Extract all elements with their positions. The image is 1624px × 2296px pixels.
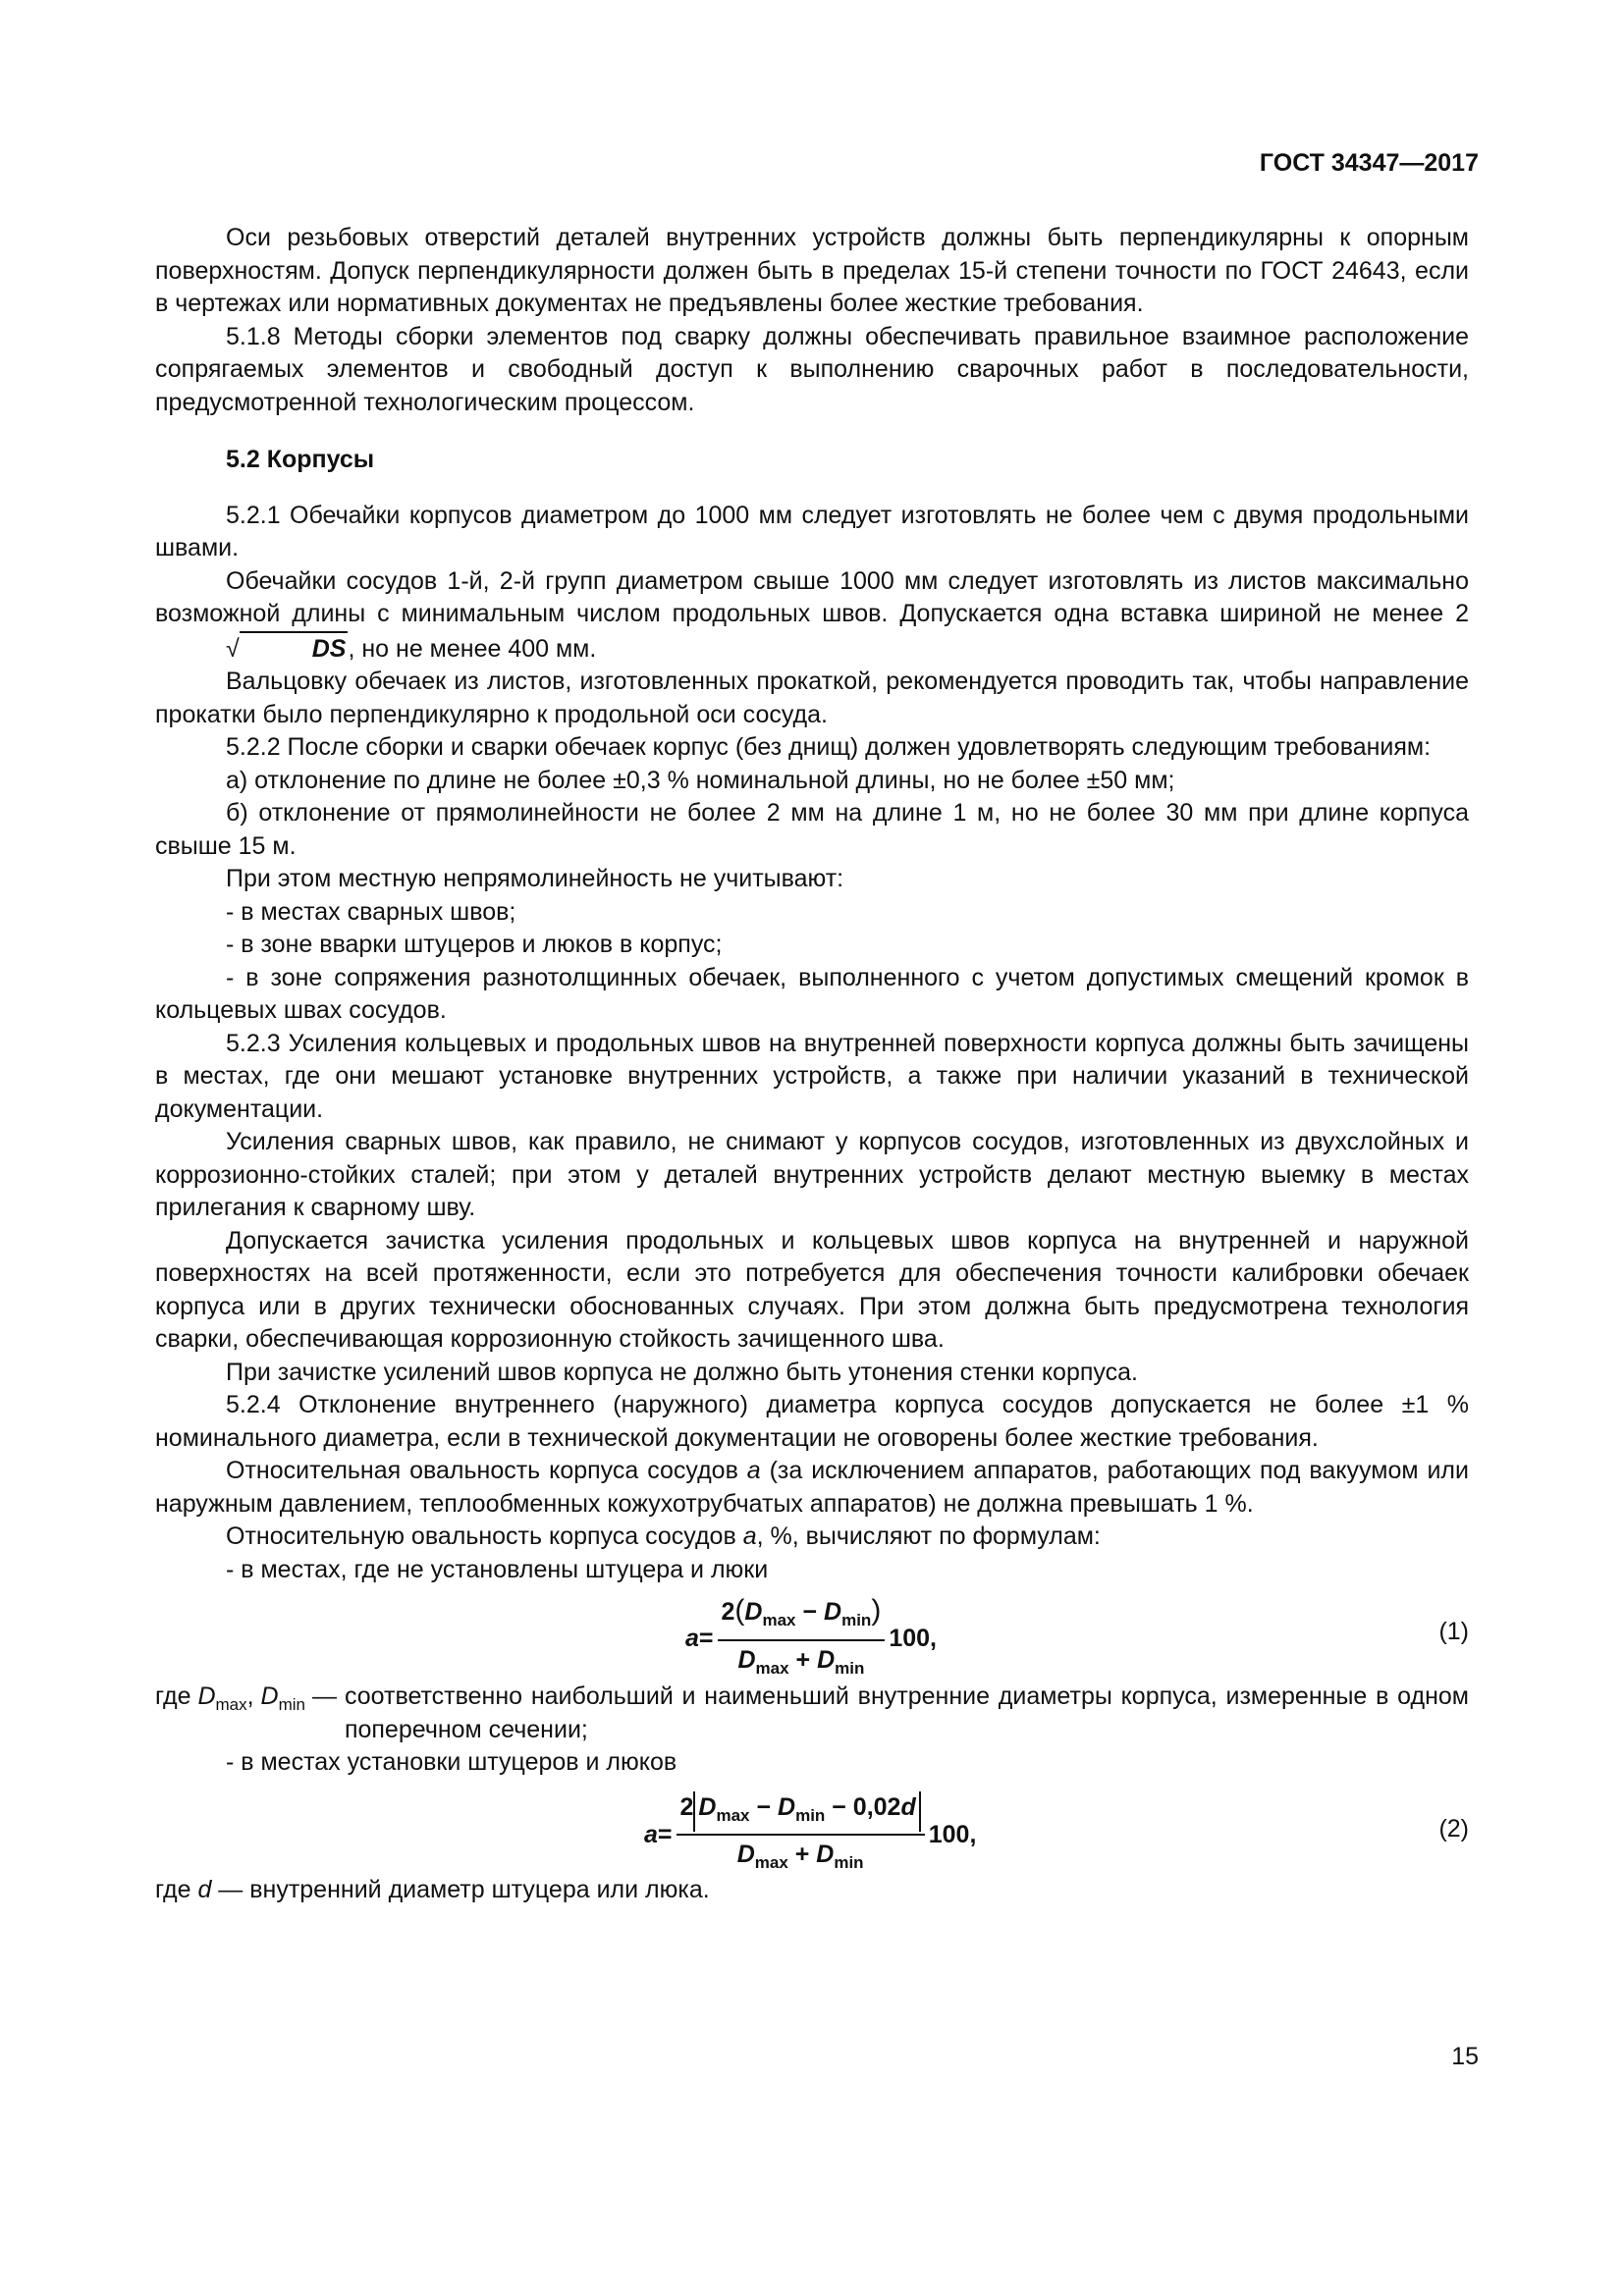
coefficient: 2 bbox=[721, 1598, 735, 1626]
paragraph: При зачистке усилений швов корпуса не должно быть утонения стенки корпуса. bbox=[226, 1358, 1138, 1386]
coefficient: 2 bbox=[679, 1792, 694, 1821]
sub-max: max bbox=[755, 1658, 789, 1678]
sub-min: min bbox=[834, 1853, 864, 1872]
radical-sign: √ bbox=[226, 634, 240, 663]
numerator bbox=[718, 1594, 886, 1641]
formula-lhs: a bbox=[685, 1625, 699, 1653]
formula-1 bbox=[155, 1586, 1469, 1681]
formula-2-expression bbox=[644, 1791, 976, 1880]
paragraph-5-2-4: 5.2.4 Отклонение внутреннего (наружного) диаметра корпуса сосудов допускается не более ±1 % номинального диаметра, если в технической документации не оговорены более жесткие требования. bbox=[155, 1391, 1469, 1452]
text: Обечайки сосудов 1-й, 2-й групп диаметром свыше 1000 мм следует изготовлять из листов максимально возможной длины с минимальным числом продольных швов. Допускается одна вставка шириной не менее 2 bbox=[155, 566, 1469, 627]
paragraph bbox=[155, 1455, 1469, 1521]
paragraph-5-2-3: 5.2.3 Усиления кольцевых и продольных швов на внутренней поверхности корпуса должны быть зачищены в местах, где они мешают установке внутренних устройств, а также при наличии указаний в технической документации. bbox=[155, 1029, 1469, 1123]
page-number: 15 bbox=[1451, 2043, 1479, 2070]
text: (за исключением аппаратов, работающих под вакуумом или наружным давлением, теплообменных кожухотрубчатых аппаратов) не должна превышать 1 %. bbox=[155, 1457, 1469, 1518]
text: Относительная овальность корпуса сосудов bbox=[226, 1457, 747, 1484]
list-item-a: а) отклонение по длине не более ±0,3 % номинальной длины, но не более ±50 мм; bbox=[226, 766, 1175, 794]
numerator bbox=[677, 1791, 925, 1837]
sub-max: max bbox=[716, 1805, 750, 1825]
var-d: D bbox=[824, 1598, 842, 1626]
variable-a: a bbox=[746, 1457, 761, 1484]
var-d: D bbox=[737, 1645, 756, 1674]
absolute-value bbox=[693, 1791, 920, 1833]
plus: + bbox=[787, 1841, 817, 1868]
var-d: D bbox=[816, 1841, 835, 1868]
dash-item: - в зоне вварки штуцеров и люков в корпус; bbox=[226, 931, 723, 958]
text: — bbox=[305, 1682, 337, 1710]
var-d: D bbox=[260, 1682, 279, 1710]
paragraph: Вальцовку обечаек из листов, изготовленных прокаткой, рекомендуется проводить так, чтобы направление прокатки было перпендикулярно к продольной оси сосуда. bbox=[155, 667, 1469, 728]
document-id-header: ГОСТ 34347—2017 bbox=[1259, 149, 1479, 177]
text: где bbox=[155, 1875, 198, 1903]
formula-lhs: a bbox=[644, 1820, 658, 1848]
text: , %, вычисляют по формулам: bbox=[756, 1522, 1101, 1550]
text: , но не менее 400 мм. bbox=[348, 634, 597, 663]
minus: − bbox=[749, 1792, 779, 1821]
paragraph-5-2-2: 5.2.2 После сборки и сварки обечаек корпус (без днищ) должен удовлетворять следующим требованиям: bbox=[226, 733, 1432, 761]
radicand: DS bbox=[240, 631, 349, 667]
sub-max: max bbox=[754, 1853, 788, 1872]
where-label bbox=[155, 1681, 337, 1746]
minus: − bbox=[795, 1598, 825, 1626]
paragraph: Усиления сварных швов, как правило, не снимают у корпусов сосудов, изготовленных из двухслойных и коррозионно-стойких сталей; при этом у деталей внутренних устройств делают местную выемку в местах прилегания к сварному шву. bbox=[155, 1128, 1469, 1221]
where-definition: соответственно наибольший и наименьший внутренние диаметры корпуса, измеренные в одном поперечном сечении; bbox=[344, 1682, 1469, 1743]
variable-a: a bbox=[742, 1522, 757, 1550]
var-small-d: d bbox=[900, 1792, 916, 1821]
var-d: D bbox=[736, 1841, 755, 1868]
sub-min: min bbox=[795, 1805, 826, 1825]
paren-close: ) bbox=[871, 1594, 882, 1627]
text: Относительную овальность корпуса сосудов bbox=[226, 1522, 743, 1550]
formula-1-expression bbox=[685, 1594, 937, 1684]
equals-sign: = bbox=[657, 1820, 673, 1848]
document-body bbox=[155, 222, 1469, 1906]
dash-item: - в местах, где не установлены штуцера и люки bbox=[226, 1555, 769, 1583]
text: — внутренний диаметр штуцера или люка. bbox=[211, 1875, 710, 1903]
var-d: D bbox=[197, 1682, 216, 1710]
constant-term: − 0,02 bbox=[825, 1792, 901, 1821]
paren-open: ( bbox=[734, 1594, 745, 1627]
dash-item: - в местах сварных швов; bbox=[226, 897, 516, 926]
equals-sign: = bbox=[698, 1625, 714, 1653]
text: где bbox=[155, 1682, 198, 1710]
sub-min: min bbox=[835, 1658, 865, 1678]
var-d: D bbox=[778, 1792, 796, 1821]
dash-item: - в зоне сопряжения разнотолщинных обечаек, выполненного с учетом допустимых смещений кромок в кольцевых швах сосудов. bbox=[155, 963, 1469, 1024]
factor: 100, bbox=[889, 1625, 937, 1653]
paragraph bbox=[155, 1521, 1469, 1554]
factor: 100, bbox=[928, 1820, 977, 1848]
dash-item: - в местах установки штуцеров и люков bbox=[226, 1748, 677, 1776]
sub-min: min bbox=[278, 1695, 305, 1714]
paragraph bbox=[155, 565, 1469, 667]
paragraph: Допускается зачистка усиления продольных и кольцевых швов корпуса на внутренней и наружной поверхностях на всей протяженности, если это потребуется для обеспечения точности калибровки обечаек корпуса или в других технически обоснованных случаях. При этом должна быть предусмотрена технология сварки, обеспечивающая коррозионную стойкость зачищенного шва. bbox=[155, 1226, 1469, 1353]
list-item-b: б) отклонение от прямолинейности не более 2 мм на длине 1 м, но не более 30 мм при длине корпуса свыше 15 м. bbox=[155, 799, 1469, 860]
var-d: D bbox=[744, 1598, 763, 1626]
sub-max: max bbox=[762, 1611, 796, 1629]
formula-2 bbox=[155, 1780, 1469, 1874]
equation-number: (1) bbox=[1438, 1618, 1469, 1645]
paragraph: Оси резьбовых отверстий деталей внутренних устройств должны быть перпендикулярны к опорным поверхностям. Допуск перпендикулярности должен быть в пределах 15-й степени точности по ГОСТ 24643, если в чертежах или нормативных документах не предъявлены более жесткие требования. bbox=[155, 224, 1469, 317]
denominator bbox=[737, 1836, 864, 1880]
sub-min: min bbox=[841, 1611, 872, 1629]
paragraph-5-2-1: 5.2.1 Обечайки корпусов диаметром до 1000 мм следует изготовлять не более чем с двумя продольными швами. bbox=[155, 501, 1469, 561]
paragraph-5-1-8: 5.1.8 Методы сборки элементов под сварку должны обеспечивать правильное взаимное расположение сопрягаемых элементов и свободный доступ к выполнению сварочных работ в последовательности, предусмотренной технологическим процессом. bbox=[155, 322, 1469, 416]
sub-max: max bbox=[215, 1695, 247, 1714]
fraction bbox=[718, 1594, 886, 1684]
var-d: D bbox=[698, 1792, 717, 1821]
plus: + bbox=[788, 1645, 818, 1674]
where-clause-1 bbox=[155, 1681, 1469, 1746]
text: , bbox=[246, 1682, 261, 1710]
paragraph: При этом местную непрямолинейность не учитывают: bbox=[226, 865, 844, 892]
denominator bbox=[737, 1641, 864, 1685]
section-heading: 5.2 Корпусы bbox=[226, 446, 375, 473]
var-d: D bbox=[817, 1645, 836, 1674]
equation-number: (2) bbox=[1438, 1814, 1469, 1842]
fraction bbox=[677, 1791, 925, 1880]
var-small-d: d bbox=[197, 1875, 212, 1903]
sqrt-expression bbox=[155, 631, 348, 667]
